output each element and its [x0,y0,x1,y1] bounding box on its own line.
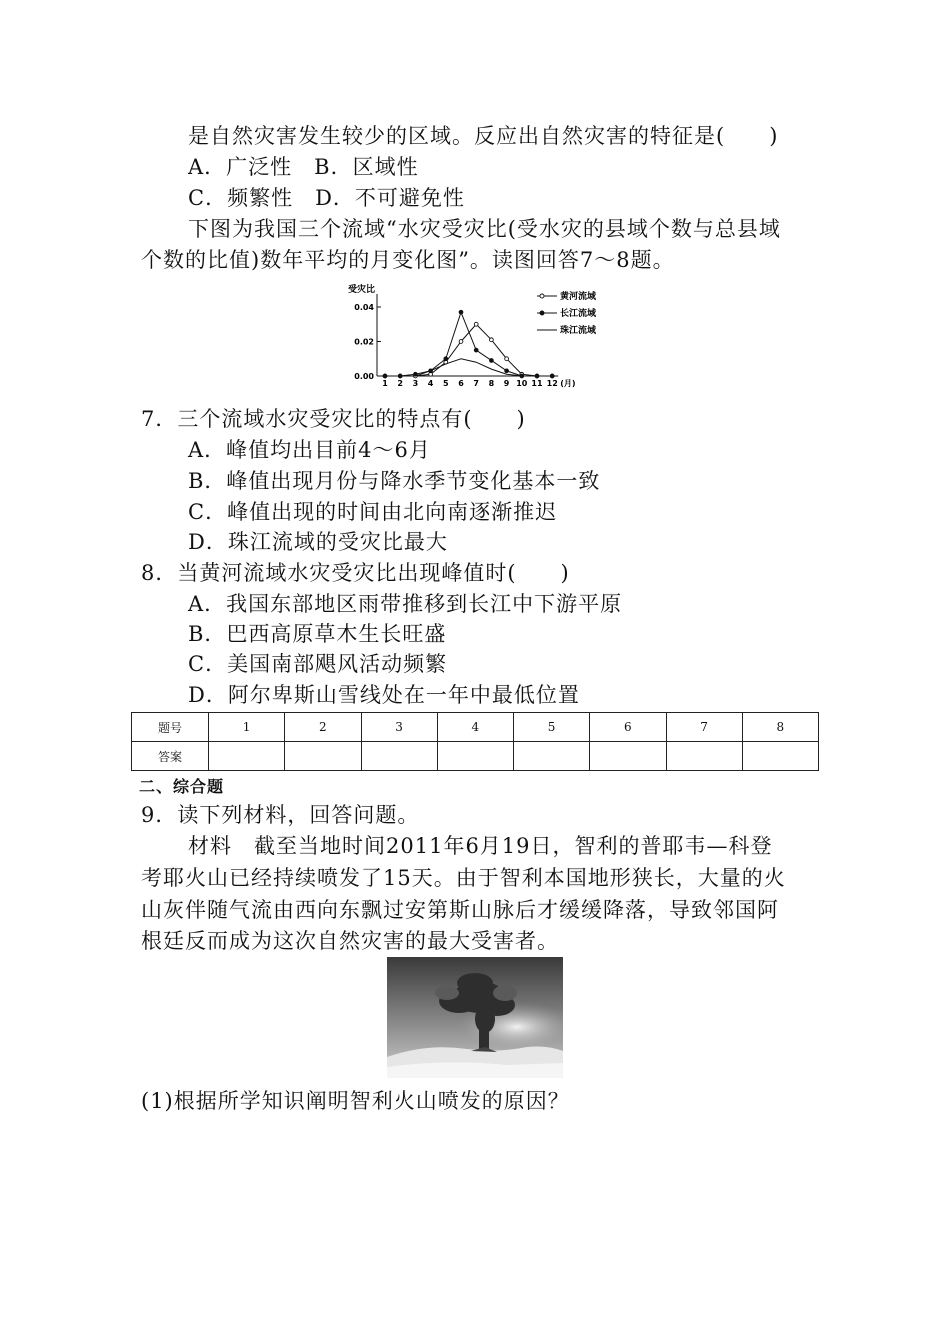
q8-option-d: D．阿尔卑斯山雪线处在一年中最低位置 [188,683,580,707]
table-cell-number: 1 [209,713,285,742]
table-row-numbers [132,713,819,742]
y-tick-label: 0.04 [354,303,374,312]
answer-cell[interactable] [209,742,285,771]
data-point [459,310,463,314]
table-row-answers [132,742,819,771]
section-title: 二、综合题 [139,777,225,796]
q7-option-b: B．峰值出现月份与降水季节变化基本一致 [188,469,601,493]
data-point [459,340,463,344]
material-line-1: 材料 截至当地时间2011年6月19日，智利的普耶韦—科登 [188,834,773,858]
material-line-4: 根廷反而成为这次自然灾害的最大受害者。 [141,929,559,953]
table-header-number: 题号 [132,713,209,742]
data-point [505,357,509,361]
q7-option-d: D．珠江流域的受灾比最大 [188,530,448,554]
q6-continuation: 是自然灾害发生较少的区域。反应出自然灾害的特征是( ) [188,124,779,148]
answer-table [131,712,819,771]
data-point [474,348,478,352]
q9-sub-question-1: (1)根据所学知识阐明智利火山喷发的原因？ [141,1089,570,1113]
intro-line-2: 个数的比值)数年平均的月变化图”。读图回答7～8题。 [141,248,675,272]
series-line-1 [385,312,552,376]
q8-option-b: B．巴西高原草木生长旺盛 [188,622,447,646]
material-line-2: 考耶火山已经持续喷发了15天。由于智利本国地形狭长，大量的火 [141,866,786,890]
table-cell-number: 7 [666,713,742,742]
table-cell-number: 3 [361,713,437,742]
legend-marker [540,294,544,298]
x-tick-label: 10 [516,379,528,388]
x-tick-label: 5 [443,379,449,388]
data-point [490,359,494,363]
x-tick-label: 4 [427,379,434,388]
x-tick-label: 6 [458,379,464,388]
flood-ratio-chart [345,282,615,394]
x-tick-label: 8 [488,379,495,388]
x-tick-label: 9 [503,379,510,388]
legend-label: 珠江流域 [560,326,597,336]
q6-options-ab: A．广泛性 B．区域性 [188,155,419,179]
q8-option-c: C．美国南部飓风活动频繁 [188,652,448,676]
x-unit-label: (月) [560,379,576,388]
table-header-answer: 答案 [132,742,209,771]
chart-ylabel: 受灾比 [348,285,376,295]
q7-stem: 7．三个流域水灾受灾比的特点有( ) [141,407,526,431]
answer-cell[interactable] [437,742,513,771]
answer-cell[interactable] [590,742,666,771]
table-cell-number: 4 [437,713,513,742]
q7-option-c: C．峰值出现的时间由北向南逐渐推迟 [188,500,558,524]
table-cell-number: 2 [285,713,361,742]
q6-options-cd: C．频繁性 D．不可避免性 [188,186,465,210]
q8-stem: 8．当黄河流域水灾受灾比出现峰值时( ) [141,561,570,585]
q8-option-a: A．我国东部地区雨带推移到长江中下游平原 [188,592,623,616]
x-tick-label: 3 [412,379,419,388]
data-point [490,338,494,342]
volcano-eruption-photo [387,957,563,1078]
x-tick-label: 1 [382,379,388,388]
legend-label: 黄河流域 [560,292,597,302]
legend-marker [540,311,544,315]
series-line-2 [385,359,552,376]
q7-option-a: A．峰值均出目前4～6月 [188,438,431,462]
answer-cell[interactable] [666,742,742,771]
answer-cell[interactable] [742,742,818,771]
intro-line-1: 下图为我国三个流域“水灾受灾比(受水灾的县域个数与总县域 [188,217,781,241]
legend-label: 长江流域 [560,309,597,319]
answer-cell[interactable] [514,742,590,771]
q9-stem: 9．读下列材料，回答问题。 [141,803,420,827]
table-cell-number: 8 [742,713,818,742]
answer-cell[interactable] [285,742,361,771]
data-point [474,322,478,326]
y-tick-label: 0.02 [354,337,374,347]
x-tick-label: 12 [546,379,558,388]
x-tick-label: 2 [397,379,403,388]
answer-cell[interactable] [361,742,437,771]
y-tick-label: 0.00 [354,372,374,381]
table-cell-number: 5 [514,713,590,742]
x-tick-label: 11 [531,379,543,388]
table-cell-number: 6 [590,713,666,742]
x-tick-label: 7 [473,379,479,388]
data-point [444,357,448,361]
material-line-3: 山灰伴随气流由西向东飘过安第斯山脉后才缓缓降落，导致邻国阿 [141,898,779,922]
data-point [505,369,509,373]
